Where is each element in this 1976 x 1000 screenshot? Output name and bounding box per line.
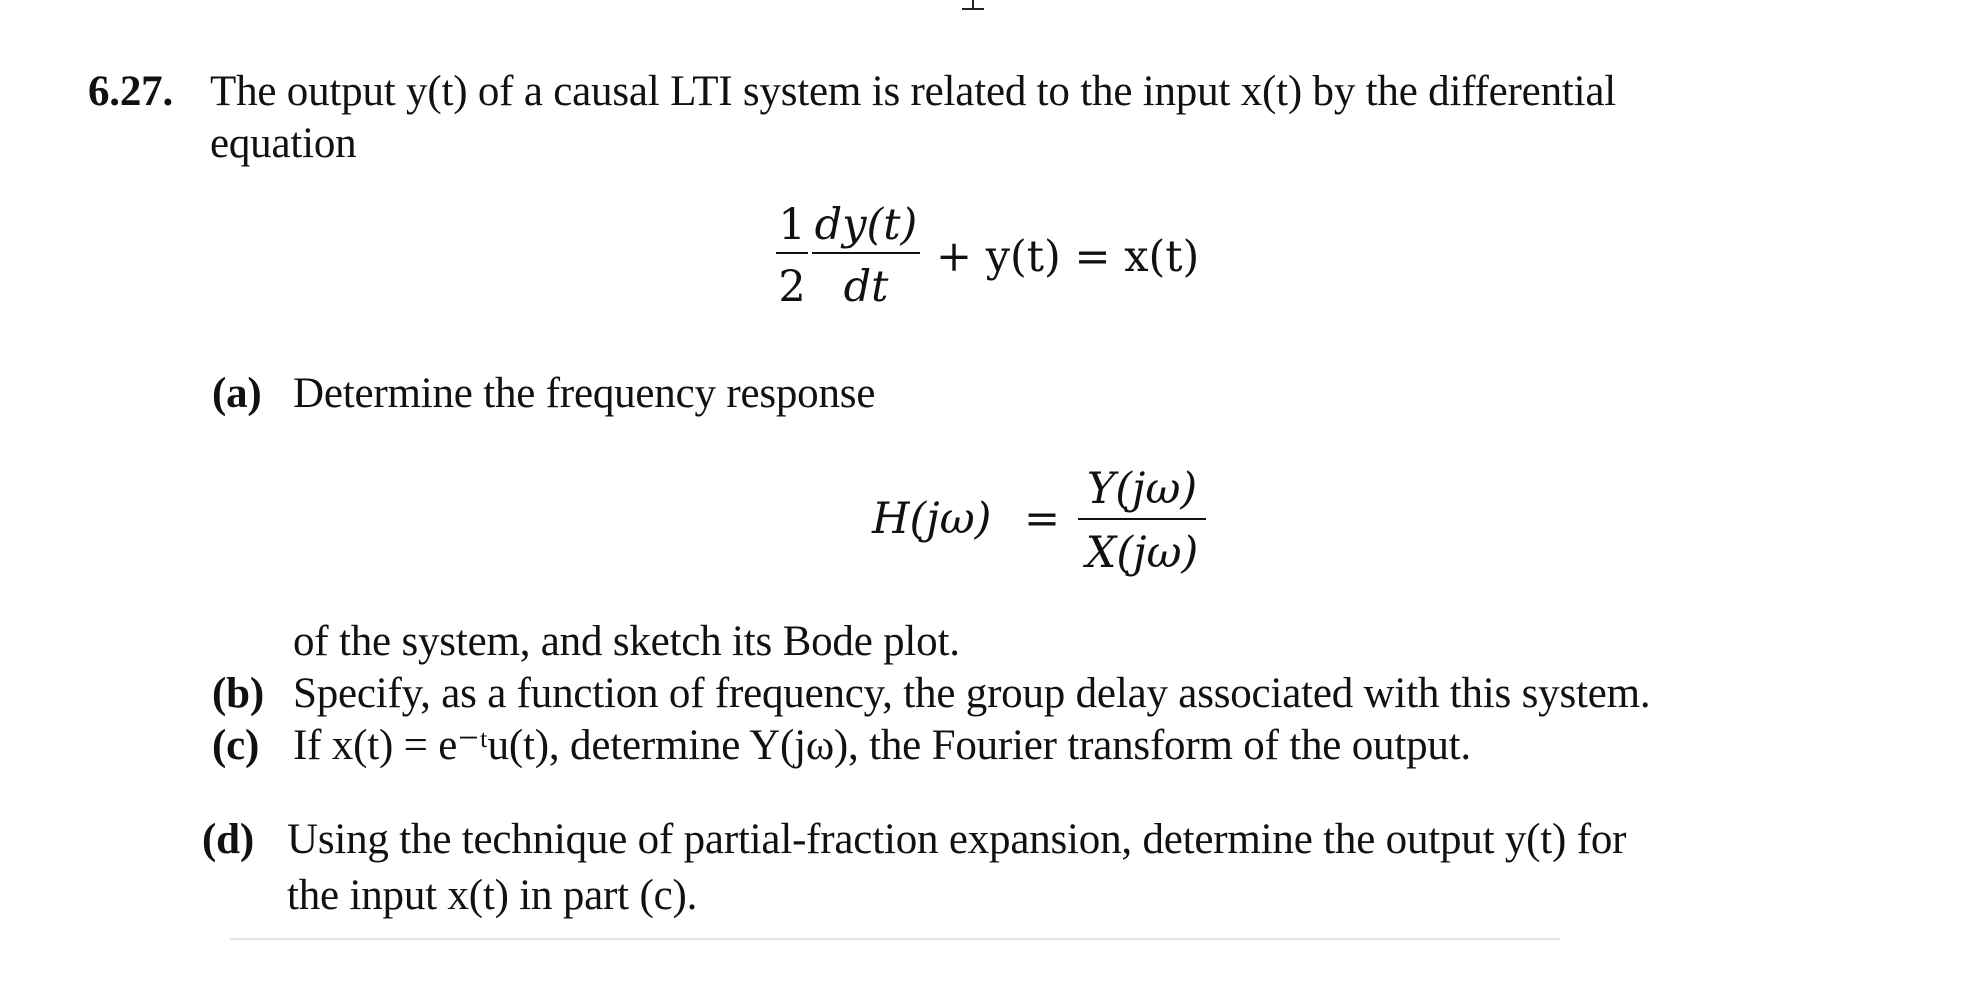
problem-intro-line2: equation — [210, 120, 357, 167]
fraction-one-half-numerator: 1 — [778, 200, 806, 250]
fraction-numerator-y: Y(jω) — [1086, 464, 1198, 514]
fraction-denominator-x: X(jω) — [1085, 528, 1199, 578]
part-a-label: (a) — [212, 370, 262, 417]
part-b-text: Specify, as a function of frequency, the group delay associated with this system. — [293, 670, 1651, 717]
bleed-through-line — [230, 938, 1560, 940]
problem-number: 6.27. — [88, 68, 174, 115]
part-b-label: (b) — [212, 670, 264, 717]
part-d-label: (d) — [202, 816, 254, 863]
part-a-text: Determine the frequency response — [293, 370, 876, 417]
part-c-label: (c) — [212, 722, 260, 769]
part-d-text-line2: the input x(t) in part (c). — [287, 872, 698, 919]
problem-intro-line1: The output y(t) of a causal LTI system is related to the input x(t) by the differential — [210, 68, 1616, 115]
part-d-text-line1: Using the technique of partial-fraction expansion, determine the output y(t) for — [287, 816, 1627, 863]
derivative-numerator: dy(t) — [814, 200, 918, 250]
derivative-denominator: dt — [843, 262, 889, 312]
fraction-one-half-denominator: 2 — [778, 262, 806, 312]
ratio-fraction-bar — [1078, 518, 1206, 520]
fraction-bar — [776, 252, 808, 254]
equation-rest: + y(t) = x(t) — [936, 232, 1200, 282]
h-jw: H(jω) — [872, 494, 992, 544]
part-c-text: If x(t) = e⁻ᵗu(t), determine Y(jω), the Fourier transform of the output. — [293, 722, 1471, 769]
page-crop-mark-base — [962, 8, 984, 10]
equals-sign: = — [1024, 494, 1061, 544]
part-a-continued: of the system, and sketch its Bode plot. — [293, 618, 960, 665]
derivative-fraction-bar — [812, 252, 920, 254]
